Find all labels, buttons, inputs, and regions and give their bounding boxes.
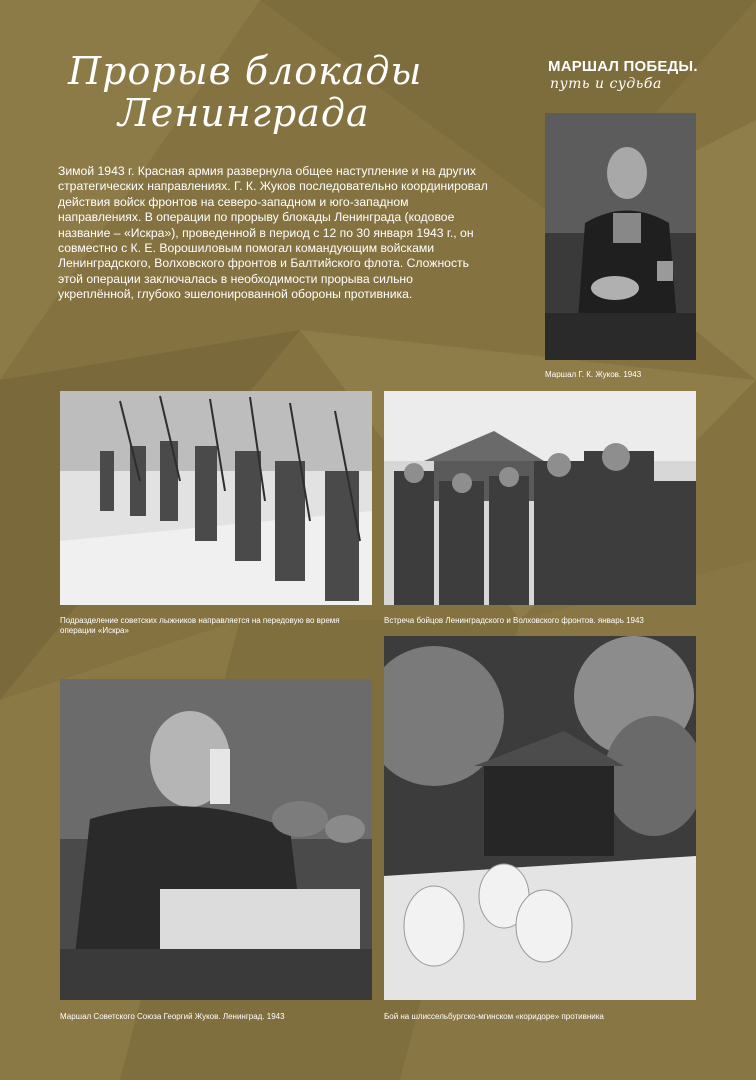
page-title-line1: Прорыв блокады	[68, 49, 423, 93]
page-title-line2: Ленинграда	[118, 91, 370, 135]
photo-skiers	[60, 391, 372, 605]
photo-meeting	[384, 391, 696, 605]
series-subtitle: путь и судьба	[550, 76, 662, 92]
caption-skiers: Подразделение советских лыжников направляется на передовую во время операции «Искра»	[60, 616, 340, 635]
photo-phone	[60, 679, 372, 1000]
caption-battle: Бой на шлиссельбургско-мгинском «коридоре» противника	[384, 1012, 604, 1021]
caption-portrait: Маршал Г. К. Жуков. 1943	[545, 370, 642, 379]
photo-battle	[384, 636, 696, 1000]
photo-portrait	[545, 113, 696, 360]
series-title: МАРШАЛ ПОБЕДЫ.	[548, 58, 698, 75]
caption-meeting: Встреча бойцов Ленинградского и Волховского фронтов. январь 1943	[384, 616, 644, 625]
caption-phone: Маршал Советского Союза Георгий Жуков. Ленинград. 1943	[60, 1012, 285, 1021]
intro-paragraph: Зимой 1943 г. Красная армия развернула общее наступление и на других стратегических направлениях. Г. К. Жуков последовательно координировал действия войск фронтов на северо-западном и юго-западном направлениях. В операции по прорыву блокады Ленинграда (кодовое название – «Искра»), проведенной в период с 12 по 30 января 1943 г., он совместно с К. Е. Ворошиловым помогал командующим войсками Ленинградского, Волховского фронтов и Балтийского флота. Сложность этой операции заключалась в необходимости прорыва сильно укреплённой, глубоко эшелонированной обороны противника.	[58, 164, 488, 302]
page-title	[58, 50, 478, 140]
